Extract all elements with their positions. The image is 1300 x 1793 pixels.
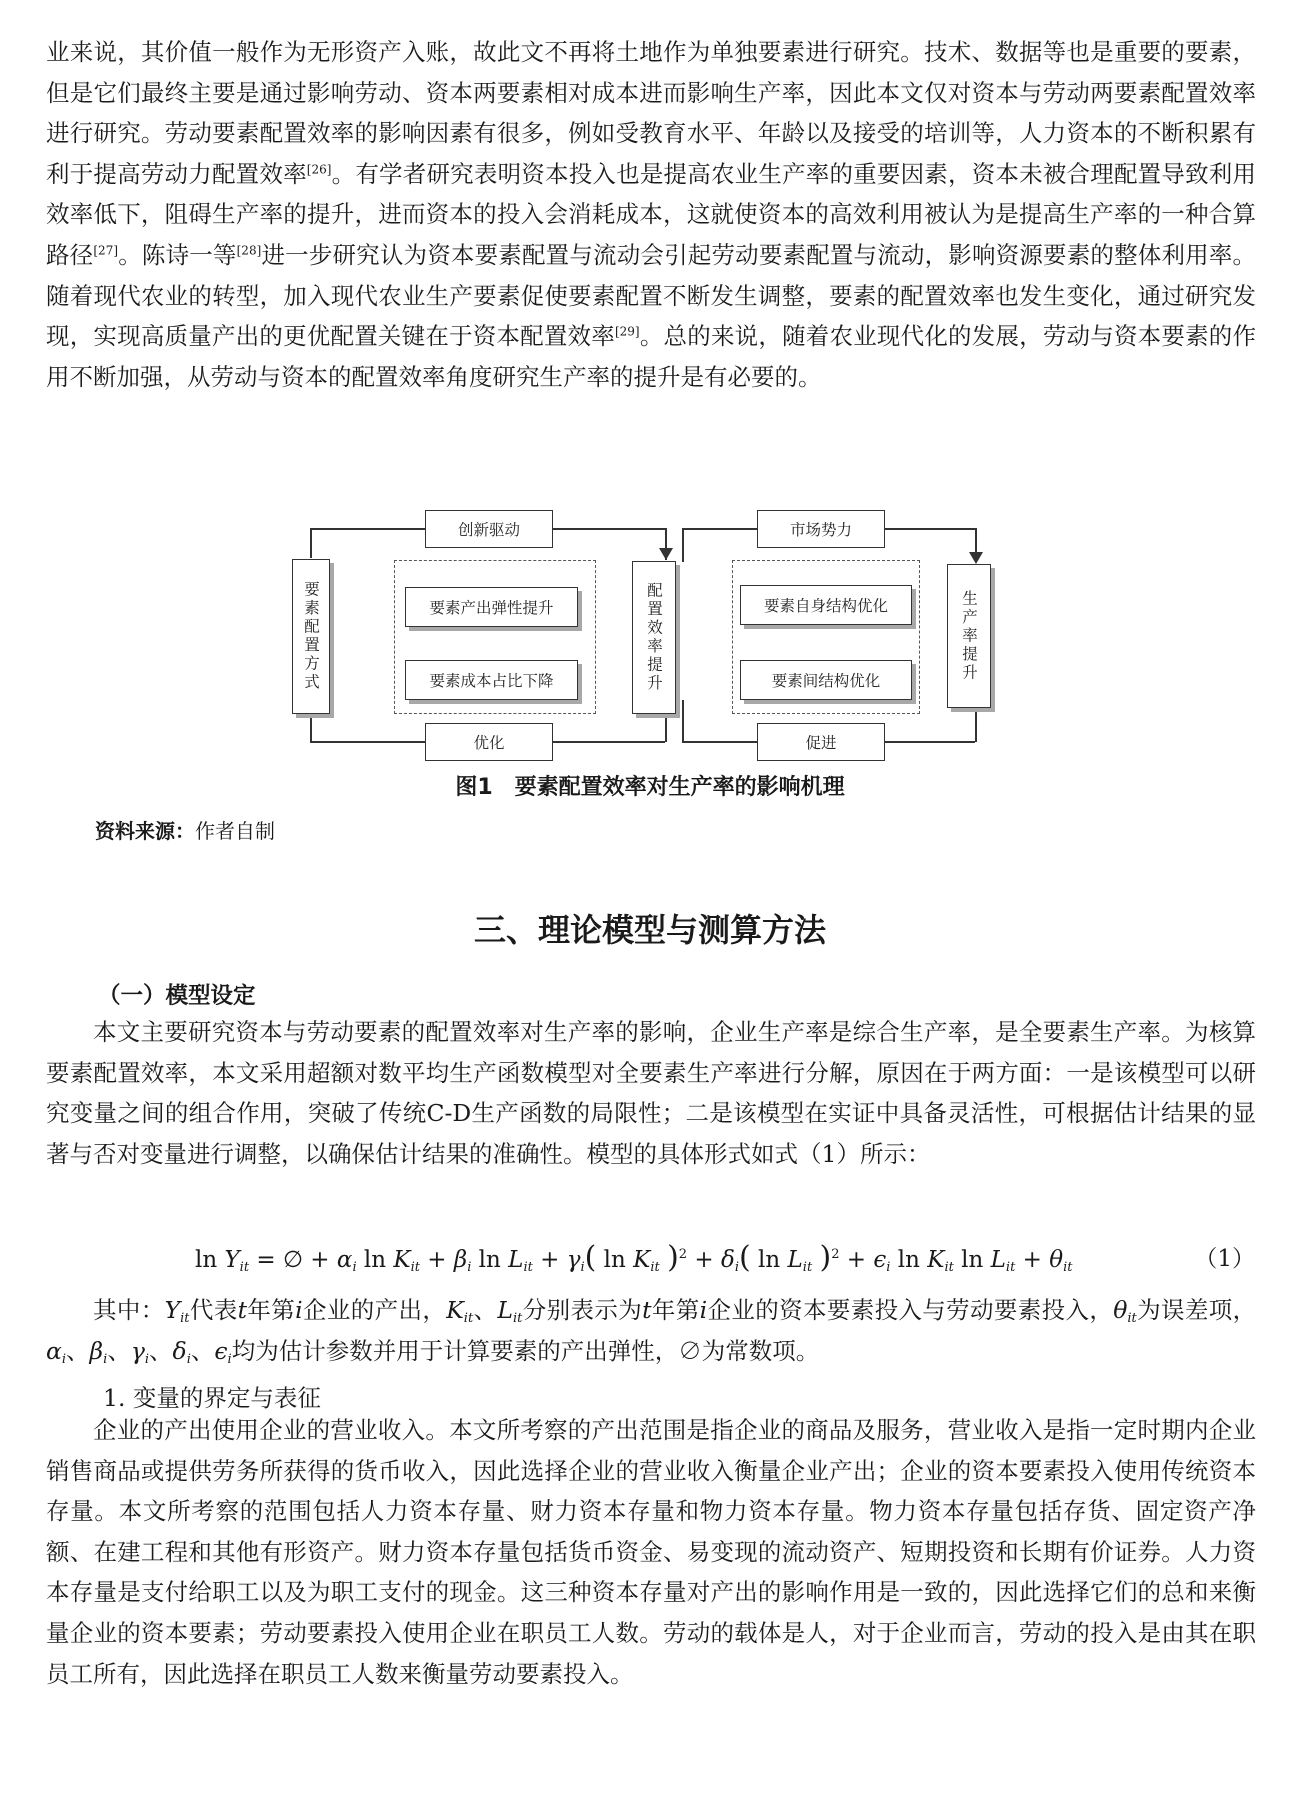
- connector-line: [310, 741, 425, 743]
- citation-27[interactable]: [27]: [93, 243, 119, 258]
- para3-text: 为误差项，: [1136, 1296, 1257, 1324]
- citation-26[interactable]: [26]: [306, 162, 332, 177]
- para1b-text: 。有学者研究表明资本投入也是提高农业生产率的重要因素，资本未被合理配置导致利用效率低下，阻碍生产率的提升，进而资本的投入会消耗成本，这就使资本的高效利用被认为是提高生产率的一种合算路径: [46, 159, 1257, 269]
- connector-line: [885, 741, 975, 743]
- para3-text: 代表: [189, 1296, 238, 1324]
- subsection-1-title: 1. 变量的界定与表征: [103, 1384, 321, 1412]
- innovation-drive-box: 创新驱动: [425, 510, 553, 548]
- connector-line: [310, 714, 312, 742]
- connector-line: [682, 741, 757, 743]
- para1c-text: 。陈诗一等: [118, 240, 237, 269]
- body-paragraph-2: 本文主要研究资本与劳动要素的配置效率对生产率的影响，企业生产率是综合生产率，是全要素生产率。为核算要素配置效率，本文采用超额对数平均生产函数模型对全要素生产率进行分解，原因在于两方面：一是该模型可以研究变量之间的组合作用，突破了传统C-D生产函数的局限性；二是该模型在实证中具备灵活性，可根据估计结果的显著与否对变量进行调整，以确保估计结果的准确性。模型的具体形式如式（1）所示：: [46, 1018, 1256, 1168]
- allocation-efficiency-box: 配置效率提升: [632, 561, 676, 714]
- figure-source: [95, 815, 275, 844]
- figure-caption: 图1 要素配置效率对生产率的影响机理: [455, 775, 845, 800]
- para1d-text: 进一步研究认为资本要素配置与流动会引起劳动要素配置与流动，影响资源要素的整体利用率。随着现代农业的转型，加入现代农业生产要素促使要素配置不断发生调整，要素的配置效率也发生变化，通过研究发现，实现高质量产出的更优配置关键在于资本配置效率: [46, 240, 1257, 351]
- connector-line: [310, 528, 425, 530]
- body-paragraph-3: 其中：$Y_{it}$代表t年第i企业的产出，$K_{it}$、$L_{it}$分别表示为t年第i企业的资本要素投入与劳动要素投入，$\theta_{it}$为误差项，$\alpha_i$、$\beta_i$、$\gamma_i$、$\delta_i$、$\epsilon_i$均为估计参数并用于计算要素的产出弹性，∅为常数项。: [46, 1296, 1257, 1367]
- connector-line: [665, 714, 667, 742]
- citation-29[interactable]: [29]: [614, 324, 640, 339]
- cost-share-box: 要素成本占比下降: [405, 660, 578, 700]
- source-label: 资料来源：: [95, 819, 195, 843]
- citation-28[interactable]: [28]: [236, 243, 262, 258]
- productivity-box: 生产率提升: [947, 564, 991, 708]
- para3-text: 均为估计参数并用于计算要素的产出弹性，∅为常数项。: [231, 1336, 820, 1365]
- connector-line: [682, 528, 757, 530]
- arrow-down-icon: [969, 552, 983, 564]
- connector-line: [885, 528, 975, 530]
- para3-text: 分别表示为: [522, 1296, 643, 1324]
- optimize-box: 优化: [425, 723, 553, 761]
- connector-line: [682, 700, 684, 742]
- source-text: 作者自制: [195, 819, 275, 843]
- connector-line: [310, 528, 312, 558]
- elasticity-box: 要素产出弹性提升: [405, 587, 578, 627]
- para3-text: 企业的资本要素投入与劳动要素投入，: [707, 1296, 1114, 1324]
- para3-text: 其中：: [93, 1296, 165, 1324]
- para1e-text: 。总的来说，随着农业现代化的发展，劳动与资本要素的作用不断加强，从劳动与资本的配置效率角度研究生产率的提升是有必要的。: [46, 322, 1257, 391]
- subsection-title: （一）模型设定: [98, 983, 256, 1009]
- equation-number: （1）: [1194, 1246, 1255, 1272]
- inter-structure-box: 要素间结构优化: [740, 660, 912, 700]
- equation-body: $\ln Y_{it}$ = ∅ + $\alpha_i$ $\ln K_{it} + \beta_i$ $\ln L_{it} + \gamma_i$( $\ln K_{it}$ )$^2 + \delta_i$( $\ln L_{it}$ )$^2 + \epsilon_i$ $\ln K_{it}$ $\ln L_{it} + \theta_{it}$: [195, 1240, 1073, 1275]
- para3-text: 年第: [651, 1296, 700, 1324]
- element-allocation-box: 要素配置方式: [292, 559, 330, 714]
- market-power-box: 市场势力: [757, 510, 885, 548]
- body-paragraph-4: 企业的产出使用企业的营业收入。本文所考察的产出范围是指企业的商品及服务，营业收入是指一定时期内企业销售商品或提供劳务所获得的货币收入，因此选择企业的营业收入衡量企业产出；企业的资本要素投入使用传统资本存量。本文所考察的范围包括人力资本存量、财力资本存量和物力资本存量。物力资本存量包括存货、固定资产净额、在建工程和其他有形资产。财力资本存量包括货币资金、易变现的流动资产、短期投资和长期有价证券。人力资本存量是支付给职工以及为职工支付的现金。这三种资本存量对产出的影响作用是一致的，因此选择它们的总和来衡量企业的资本要素；劳动要素投入使用企业在职员工人数。劳动的载体是人，对于企业而言，劳动的投入是由其在职员工所有，因此选择在职员工人数来衡量劳动要素投入。: [46, 1416, 1256, 1688]
- equation-1: [195, 1240, 1255, 1280]
- arrow-down-icon: [659, 548, 673, 560]
- para3-text: 企业的产出，: [302, 1296, 447, 1324]
- para1-text: 业来说，其价值一般作为无形资产入账，故此文不再将土地作为单独要素进行研究。技术、数据等也是重要的要素，但是它们最终主要是通过影响劳动、资本两要素相对成本进而影响生产率，因此本文仅对资本与劳动两要素配置效率进行研究。劳动要素配置效率的影响因素有很多，例如受教育水平、年龄以及接受的培训等，人力资本的不断积累有利于提高劳动力配置效率: [46, 38, 1256, 188]
- body-paragraph-1: [46, 32, 1256, 397]
- promote-box: 促进: [757, 723, 885, 761]
- connector-line: [975, 708, 977, 742]
- para3-text: 年第: [247, 1296, 296, 1324]
- connector-line: [553, 528, 665, 530]
- connector-line: [553, 741, 665, 743]
- section-title: 三、理论模型与测算方法: [473, 911, 826, 949]
- self-structure-box: 要素自身结构优化: [740, 585, 912, 625]
- connector-line: [682, 528, 684, 562]
